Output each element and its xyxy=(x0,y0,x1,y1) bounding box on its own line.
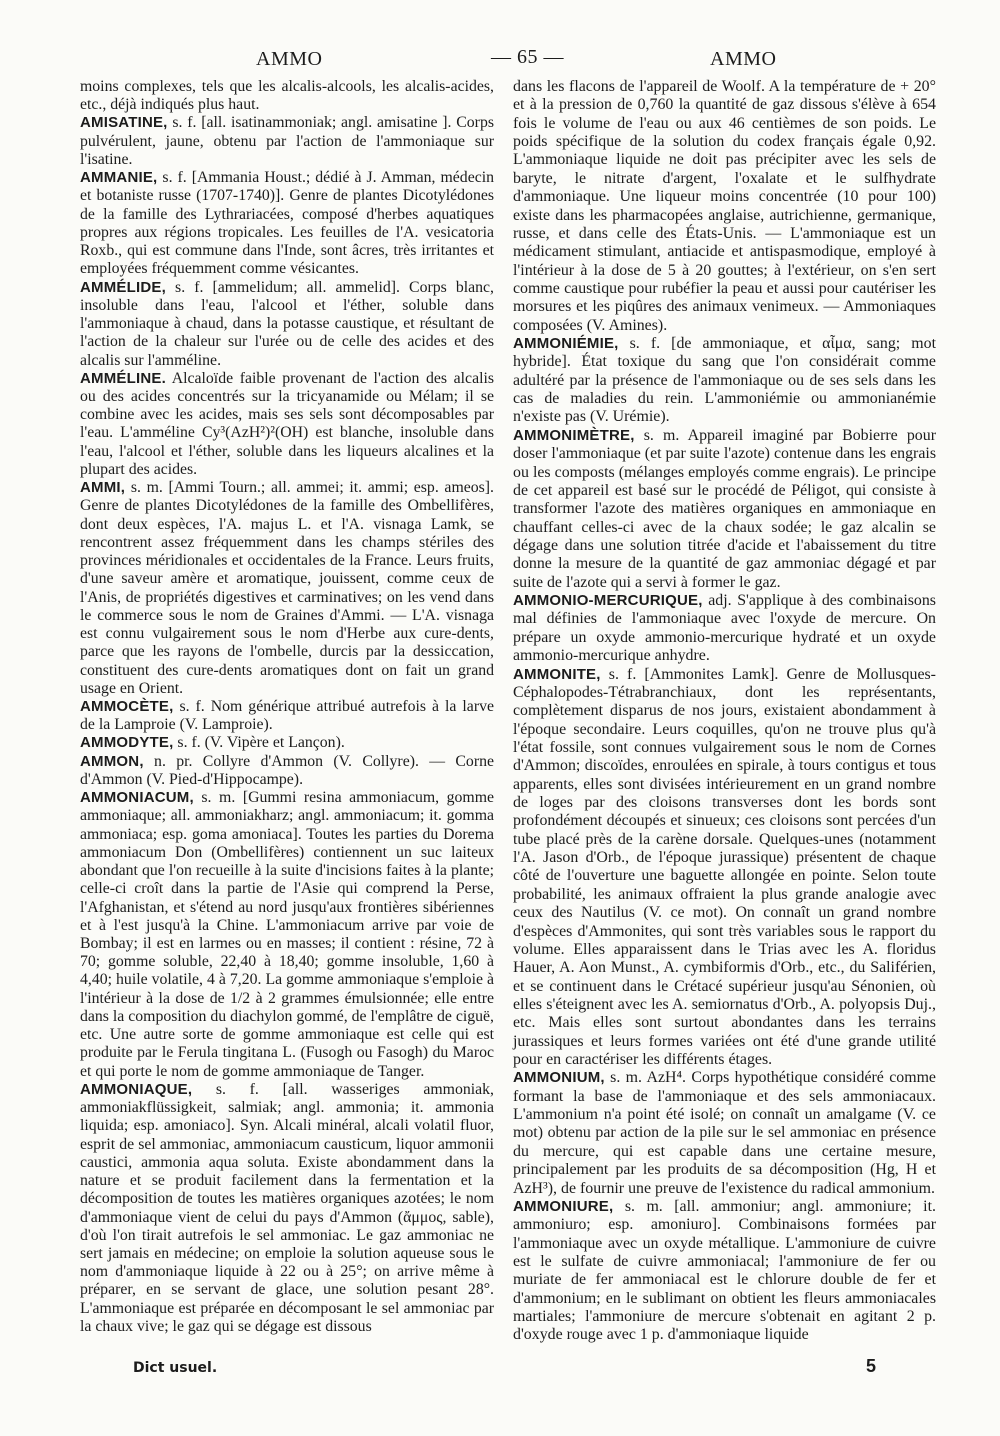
dictionary-entry xyxy=(80,169,494,278)
footer-signature: Dict usuel. xyxy=(133,1360,218,1376)
entry-body: s. f. (V. Vipère et Lançon). xyxy=(177,734,345,752)
entry-headword: AMMI, xyxy=(80,479,126,497)
dictionary-entry xyxy=(80,789,494,1081)
entry-headword: AMMONIAQUE, xyxy=(80,1080,193,1098)
entry-headword: AMMÉLINE. xyxy=(80,369,166,387)
dictionary-entry xyxy=(513,335,936,427)
entry-body: s. m. [Gummi resina ammoniacum, gomme ammoniaque; all. ammoniakharz; angl. ammoniacum; it. gomma ammoniaca; esp. goma amoniaca]. Toutes les parties du Dorema ammoniacum Don (Ombellifères) contiennent un suc laiteux abondant que l'on recueille à la suite d'incisions faites à la plante; celle-ci croît dans la partie de l'Asie qui comprend la Perse, l'Afghanistan, et s'étend au nord jusqu'aux frontières sibériennes et à l'est jusqu'à la Chine. L'ammoniacum arrive par voie de Bombay; il est en larmes ou en masses; il contient : résine, 72 à 70; gomme soluble, 22,40 à 18,40; gomme insoluble, 1,60 à 4,40; huile volatile, 4 à 7,20. La gomme ammoniaque s'emploie à l'intérieur à la dose de 1/2 à 2 grammes émulsionnée; elle entre dans la composition du diachylon gommé, de l'emplâtre de ciguë, etc. Une autre sorte de gomme ammoniaque est celle qui est produite par le Ferula tingitana L. (Fusogh ou Fasogh) du Maroc et qui porte le nom de gomme ammoniaque de Tanger. xyxy=(80,789,495,1080)
entry-headword: AMMOCÈTE, xyxy=(80,697,174,715)
entry-body: adj. S'applique à des combinaisons mal définies de l'ammoniaque avec l'oxyde de mercure. On prépare un oxyde ammonio-mercurique hydraté et un oxyde ammonio-mercurique anhydre. xyxy=(513,592,936,665)
entry-body: s. f. [ammelidum; all. ammelid]. Corps blanc, insoluble dans l'eau, l'alcool et l'éther, soluble dans l'ammoniaque à chaud, dans la potasse caustique, et résultant de l'action de la chaleur sur l'urée ou de celle des acides et des alcalis sur l'amméline. xyxy=(80,278,495,369)
entry-headword: AMMONIACUM, xyxy=(80,789,194,807)
dictionary-entry xyxy=(80,279,494,370)
page-number: — 65 — xyxy=(491,46,564,68)
entry-body: s. m. [all. ammoniur; angl. ammoniure; it. ammoniuro; esp. amoniuro]. Combinaisons formées par l'ammoniaque avec un oxyde métallique. L'ammoniure de cuivre est le sulfate de cuivre ammoniacal; l'ammoniure de fer ou muriate de fer ammoniacal est le chlorure double de fer et d'ammonium; en le sublimant on obtient les fleurs ammoniacales martiales; l'ammoniure de mercure s'obtenait en agitant 2 p. d'oxyde rouge avec 1 p. d'ammoniaque liquide xyxy=(513,1197,936,1344)
dictionary-entry xyxy=(513,1198,936,1345)
entry-body: s. f. Nom générique attribué autrefois à la larve de la Lamproie (V. Lamproie). xyxy=(80,697,494,734)
footer-sheet-number: 5 xyxy=(866,1356,877,1376)
right-column xyxy=(513,78,936,1345)
dictionary-entry xyxy=(513,1069,936,1198)
entry-headword: AMMÉLIDE, xyxy=(80,278,166,296)
entry-body: s. f. [Ammania Houst.; dédié à J. Amman, médecin et botaniste russe (1707-1740)]. Genre de plantes Dicotylédones de la famille des Lythrariacées, composé d'herbes aquatiques propres aux régions tropicales. Les feuilles de l'A. vesicatoria Roxb., qui est commune dans l'Inde, sont âcres, très irritantes et employées fréquemment comme vésicantes. xyxy=(80,169,494,278)
entry-headword: AMMONIMÈTRE, xyxy=(513,426,635,444)
entry-body: s. f. [de ammoniaque, et αἷμα, sang; mot hybride]. État toxique du sang que l'on considérait comme adultéré par la présence de l'ammoniaque ou de ses sels dans les cas de maladies du rein. L'ammoniémie ou ammonianémie n'existe pas (V. Urémie). xyxy=(513,335,936,426)
entry-headword: AMMON, xyxy=(80,752,144,770)
entry-body: s. f. [Ammonites Lamk]. Genre de Mollusques-Céphalopodes-Tétrabranchiaux, dont les représentants, complètement disparus de nos jours, existaient abondamment à l'époque secondaire. Leurs coquilles, qu'on ne trouve plus qu'à l'état fossile, sont connues vulgairement sous le nom de Cornes d'Ammon; discoïdes, enroulées en spirale, à tours contigus et tous apparents, elles sont divisées intérieurement en un grand nombre de loges par des cloisons transverses dont les bords sont profondément découpés et sinueux; ces cloisons sont percées d'un tube placé près de la carène dorsale. Quelques-unes (notamment l'A. Jason d'Orb., de l'époque jurassique) présentent de chaque côté de l'ouverture une baguette allongée en pointe. Selon toute probabilité, les animaux offraient la plus grande analogie avec ceux des Nautilus (V. ce mot). On connaît un grand nombre d'espèces d'Ammonites, qui sont très variables sous le rapport du volume. Elles apparaissent dans le Trias avec les A. floridus Hauer, A. Aon Munst., A. cymbiformis d'Orb., etc., du Saliférien, et se continuent dans le Crétacé supérieur jusqu'au Sénonien, où elles s'éteignent avec les A. semiornatus d'Orb., A. polyopsis Duj., etc. Mais elles sont surtout abondantes dans les terrains jurassiques et leurs formes variées ont été d'une grande utilité pour en caractériser les différents étages. xyxy=(513,665,936,1069)
dictionary-entry xyxy=(80,370,494,479)
entry-body: s. m. [Ammi Tourn.; all. ammei; it. ammi; esp. ameos]. Genre de plantes Dicotylédones de la famille des Ombellifères, dont deux espèces, l'A. majus L. et l'A. visnaga Lamk, se rencontrent assez fréquemment dans les champs stériles des provinces méridionales et occidentales de la France. Leurs fruits, d'une saveur amère et aromatique, jouissent, comme ceux de l'Anis, de propriétés digestives et carminatives; on les vend dans le commerce sous le nom de Graines d'Ammi. — L'A. visnaga est connu vulgairement sous le nom d'Herbe aux cure-dents, parce que les rayons de l'ombelle, durcis par la dessiccation, constituent des cure-dents aromatiques dont on fait un grand usage en Orient. xyxy=(80,479,494,697)
entry-headword: AMMONIURE, xyxy=(513,1197,614,1215)
entry-body: s. m. AzH⁴. Corps hypothétique considéré comme formant la base de l'ammoniaque et des sels ammoniacaux. L'ammonium n'a point été isolé; on connaît un amalgame (V. ce mot) obtenu par action de la pile sur le sel ammoniac en présence du mercure, qui est capable dans une certaine mesure, principalement par les produits de sa décomposition (Hg, H et AzH³), de fournir une preuve de l'existence du radical ammonium. xyxy=(513,1069,936,1197)
entry-headword: AMISATINE, xyxy=(80,114,168,132)
dictionary-entry xyxy=(513,666,936,1070)
dictionary-entry xyxy=(80,479,494,698)
entry-body: moins complexes, tels que les alcalis-alcools, les alcalis-acides, etc., déjà indiqués plus haut. xyxy=(80,78,494,114)
dictionary-entry xyxy=(80,78,494,114)
dictionary-entry xyxy=(513,592,936,665)
header-right-guideword: AMMO xyxy=(710,48,777,70)
entry-body: n. pr. Collyre d'Ammon (V. Collyre). — Corne d'Ammon (V. Pied-d'Hippocampe). xyxy=(80,752,494,788)
entry-headword: AMMONIO-MERCURIQUE, xyxy=(513,592,703,610)
entry-headword: AMMONIÉMIE, xyxy=(513,335,619,353)
entry-headword: AMMODYTE, xyxy=(80,734,174,752)
dictionary-entry xyxy=(513,78,936,335)
dictionary-entry xyxy=(80,698,494,734)
header-left-guideword: AMMO xyxy=(256,48,323,70)
entry-body: s. f. [all. wasseriges ammoniak, ammoniakflüssigkeit, salmiak; angl. ammonia; it. ammonia liquida; esp. amoniaco]. Syn. Alcali minéral, alcali volatil fluor, esprit de sel ammoniac, ammoniacum causticum, liquor ammonii caustici, ammonia aqua soluta. Existe abondamment dans la nature et se produit facilement dans la fermentation et la décomposition de toutes les matières organiques azotées; le nom d'ammoniaque vient de celui du pays d'Ammon (ἄμμος, sable), d'où l'on tirait autrefois le sel ammoniac. Le gaz ammoniac ne sert jamais en médecine; on emploie la solution aqueuse sous le nom d'ammoniaque liquide à 22 ou à 25°; on arrive même à préparer, en se servant de glace, une solution pesant 28°. L'ammoniaque est préparée en décomposant le sel ammoniac par la chaux vive; le gaz qui se dégage est dissous xyxy=(80,1080,494,1335)
entry-body: s. m. Appareil imaginé par Bobierre pour doser l'ammoniaque (et par suite l'azote) contenue dans les engrais ou les composts (mélanges employés comme engrais). Le principe de cet appareil est basé sur le procédé de Péligot, qui consiste à transformer l'azote des matières organiques en ammoniaque en chauffant celles-ci avec de la chaux sodée; le gaz alcalin se dégage dans une solution titrée d'acide et l'abaissement du titre donne la mesure de la quantité de gaz ammoniac dégagé et par suite de l'azote qui a servi à former le gaz. xyxy=(513,426,936,591)
entry-headword: AMMONITE, xyxy=(513,665,601,683)
dictionary-entry xyxy=(513,427,936,592)
entry-body: dans les flacons de l'appareil de Woolf. A la température de + 20° et à la pression de 0,760 la quantité de gaz dissous s'élève à 654 fois le volume de l'eau ou aux 46 centièmes de son poids. Le poids spécifique de la solution du codex français égale 0,92. L'ammoniaque liquide ne doit pas précipiter avec les sels de baryte, le nitrate d'argent, l'oxalate et le sulfhydrate d'ammoniaque. Une liqueur moins concentrée (10 pour 100) existe dans les pharmacopées anglaise, autrichienne, germanique, russe, et dans celle des États-Unis. — L'ammoniaque est un médicament stimulant, antiacide et antispasmodique, employé à l'intérieur à la dose de 5 à 20 gouttes; à l'extérieur, on s'en sert comme caustique pour rubéfier la peau et aussi pour cautériser les morsures et les piqûres des animaux venimeux. — Ammoniaques composées (V. Amines). xyxy=(513,78,936,334)
running-header xyxy=(78,40,942,74)
entry-headword: AMMANIE, xyxy=(80,169,158,187)
left-column xyxy=(80,78,494,1336)
dictionary-entry xyxy=(80,114,494,169)
dictionary-entry xyxy=(80,734,494,752)
entry-body: s. f. [all. isatinammoniak; angl. amisatine ]. Corps pulvérulent, jaune, obtenu par l'action de l'ammoniaque sur l'isatine. xyxy=(80,114,494,168)
entry-body: Alcaloïde faible provenant de l'action des alcalis ou des acides concentrés sur la tricyanamide ou Mélam; il se combine avec les acides, mais ses sels sont décomposables par l'eau. L'amméline Cy³(AzH²)²(OH) est blanche, insoluble dans l'eau, l'alcool et l'éther, soluble dans les liqueurs alcalines et la plupart des acides. xyxy=(80,369,495,478)
dictionary-entry xyxy=(80,1081,494,1336)
entry-headword: AMMONIUM, xyxy=(513,1069,605,1087)
dictionary-entry xyxy=(80,753,494,789)
